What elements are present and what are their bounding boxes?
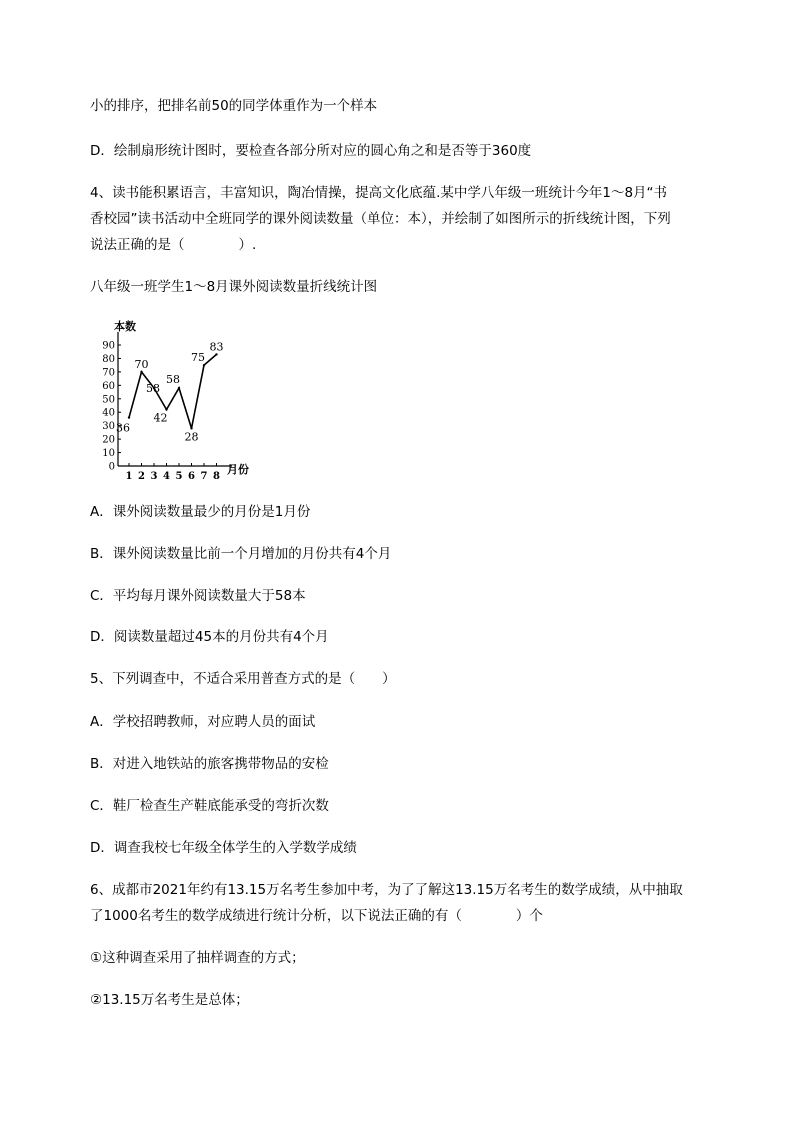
x-tick-label: 3 [150, 471, 158, 482]
data-point [128, 416, 130, 418]
data-label: 70 [134, 357, 149, 371]
data-label: 58 [166, 373, 180, 387]
question-5-stem: 5、下列调查中，不适合采用普查方式的是（ ） [90, 671, 396, 687]
data-point [203, 364, 205, 366]
question-4-stem-line3: 说法正确的是（ ）. [90, 237, 257, 253]
data-point [215, 353, 217, 355]
y-tick-label: 20 [102, 434, 115, 446]
x-tick-label: 4 [163, 471, 170, 482]
question-6-stem-line2: 了1000名考生的数学成绩进行统计分析，以下说法正确的有（ ）个 [90, 908, 543, 924]
q6-statement-1: ①这种调查采用了抽样调查的方式； [90, 950, 305, 966]
q5-option-c: C．鞋厂检查生产鞋底能承受的弯折次数 [90, 798, 329, 814]
data-point [178, 387, 180, 389]
x-axis-label: 月份 [227, 463, 249, 476]
q5-option-a: A．学校招聘教师，对应聘人员的面试 [90, 714, 316, 730]
question-4-stem-line1: 4、读书能积累语言，丰富知识，陶冶情操，提高文化底蕴.某中学八年级一班统计今年1～8月“书 [90, 185, 668, 201]
data-label: 75 [191, 351, 205, 365]
data-label: 42 [153, 411, 168, 425]
y-tick-label: 60 [102, 380, 115, 392]
data-point [165, 408, 167, 410]
x-tick-label: 5 [175, 471, 183, 482]
q5-option-d: D．调查我校七年级全体学生的入学数学成绩 [90, 840, 357, 856]
y-tick-label: 40 [102, 407, 115, 419]
text-line-sample: 小的排序，把排名前50的同学体重作为一个样本 [90, 98, 378, 114]
q6-statement-2: ②13.15万名考生是总体； [90, 992, 249, 1008]
y-tick-label: 30 [102, 421, 115, 433]
x-tick-label: 1 [125, 471, 133, 482]
y-tick-label: 0 [108, 461, 115, 473]
option-d-prev: D．绘制扇形统计图时，要检查各部分所对应的圆心角之和是否等于360度 [90, 143, 532, 159]
x-tick-label: 8 [213, 471, 220, 482]
data-point [140, 371, 142, 373]
question-4-stem-line2: 香校园”读书活动中全班同学的课外阅读数量（单位：本），并绘制了如图所示的折线统计图，下列 [90, 211, 671, 227]
q4-option-b: B．课外阅读数量比前一个月增加的月份共有4个月 [90, 546, 392, 562]
data-label: 28 [184, 430, 199, 444]
y-axis-label: 本数 [114, 320, 136, 333]
y-tick-label: 80 [102, 353, 115, 365]
x-tick-label: 6 [188, 471, 195, 482]
q4-option-d: D．阅读数量超过45本的月份共有4个月 [90, 629, 329, 645]
y-tick-label: 70 [102, 367, 115, 379]
chart-caption: 八年级一班学生1～8月课外阅读数量折线统计图 [90, 279, 378, 295]
line-chart [92, 312, 267, 482]
data-point [190, 427, 192, 429]
x-tick-label: 2 [138, 471, 145, 482]
data-label: 83 [209, 340, 224, 354]
data-label: 36 [116, 421, 130, 435]
q4-option-c: C．平均每月课外阅读数量大于58本 [90, 588, 306, 604]
y-tick-label: 90 [102, 340, 115, 352]
y-tick-label: 10 [102, 448, 115, 460]
y-tick-label: 50 [102, 394, 115, 406]
x-tick-label: 7 [200, 471, 208, 482]
data-label: 58 [146, 382, 160, 396]
question-6-stem-line1: 6、成都市2021年约有13.15万名考生参加中考，为了了解这13.15万名考生的数学成绩，从中抽取 [90, 882, 683, 898]
q4-option-a: A．课外阅读数量最少的月份是1月份 [90, 504, 311, 520]
q5-option-b: B．对进入地铁站的旅客携带物品的安检 [90, 756, 329, 772]
